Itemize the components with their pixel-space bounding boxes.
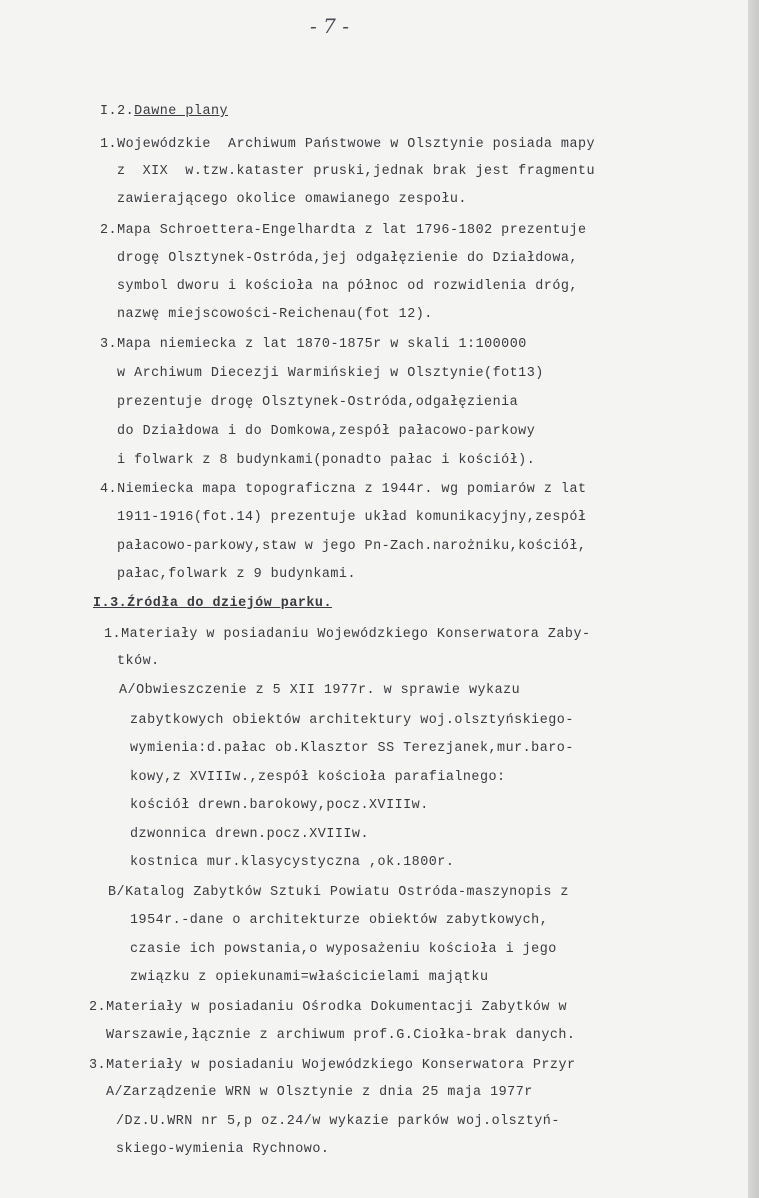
text-line: 3.Materiały w posiadaniu Wojewódzkiego Konserwatora Przyr xyxy=(89,1058,576,1073)
heading-title: Dawne plany xyxy=(134,104,229,119)
text-line: nazwę miejscowości-Reichenau(fot 12). xyxy=(117,307,433,322)
text-line: związku z opiekunami=właścicielami majątku xyxy=(130,970,489,985)
text-line: pałac,folwark z 9 budynkami. xyxy=(117,567,356,582)
text-line: do Działdowa i do Domkowa,zespół pałacowo-parkowy xyxy=(117,424,536,439)
heading-number: I.2. xyxy=(100,104,135,119)
section-heading-1-3: I.3.Źródła do dziejów parku. xyxy=(93,596,332,611)
text-line: A/Zarządzenie WRN w Olsztynie z dnia 25 maja 1977r xyxy=(106,1085,533,1100)
text-line: tków. xyxy=(117,654,160,669)
text-line: zawierającego okolice omawianego zespołu. xyxy=(117,192,467,207)
text-line: 2.Materiały w posiadaniu Ośrodka Dokumentacji Zabytków w xyxy=(89,1000,567,1015)
page-number: - 7 - xyxy=(310,14,349,38)
text-line: 3.Mapa niemiecka z lat 1870-1875r w skali 1:100000 xyxy=(100,337,527,352)
text-line: skiego-wymienia Rychnowo. xyxy=(116,1142,330,1157)
text-line: Warszawie,łącznie z archiwum prof.G.Ciołka-brak danych. xyxy=(106,1028,576,1043)
text-line: 1911-1916(fot.14) prezentuje układ komunikacyjny,zespół xyxy=(117,510,587,525)
text-line: kościół drewn.barokowy,pocz.XVIIIw. xyxy=(130,798,429,813)
text-line: 1.Materiały w posiadaniu Wojewódzkiego Konserwatora Zaby- xyxy=(104,627,591,642)
text-line: 4.Niemiecka mapa topograficzna z 1944r. wg pomiarów z lat xyxy=(100,482,587,497)
text-line: 1.Wojewódzkie Archiwum Państwowe w Olsztynie posiada mapy xyxy=(100,137,596,152)
text-line: drogę Olsztynek-Ostróda,jej odgałęzienie do Działdowa, xyxy=(117,251,578,266)
text-line: kostnica mur.klasycystyczna ,ok.1800r. xyxy=(130,855,455,870)
text-line: B/Katalog Zabytków Sztuki Powiatu Ostróda-maszynopis z xyxy=(108,885,569,900)
text-line: wymienia:d.pałac ob.Klasztor SS Terezjanek,mur.baro- xyxy=(130,741,574,756)
page-edge xyxy=(748,0,759,1198)
text-line: w Archiwum Diecezji Warmińskiej w Olsztynie(fot13) xyxy=(117,366,544,381)
section-heading-1-2 xyxy=(100,104,228,120)
text-line: /Dz.U.WRN nr 5,p oz.24/w wykazie parków woj.olsztyń- xyxy=(116,1114,560,1129)
text-line: dzwonnica drewn.pocz.XVIIIw. xyxy=(130,827,369,842)
text-line: prezentuje drogę Olsztynek-Ostróda,odgałęzienia xyxy=(117,395,519,410)
text-line: 2.Mapa Schroettera-Engelhardta z lat 1796-1802 prezentuje xyxy=(100,223,587,238)
text-line: pałacowo-parkowy,staw w jego Pn-Zach.narożniku,kościół, xyxy=(117,539,587,554)
text-line: A/Obwieszczenie z 5 XII 1977r. w sprawie wykazu xyxy=(119,683,521,698)
text-line: zabytkowych obiektów architektury woj.olsztyńskiego- xyxy=(130,713,574,728)
text-line: symbol dworu i kościoła na północ od rozwidlenia dróg, xyxy=(117,279,578,294)
text-line: i folwark z 8 budynkami(ponadto pałac i kościół). xyxy=(117,453,536,468)
text-line: czasie ich powstania,o wyposażeniu kościoła i jego xyxy=(130,942,557,957)
text-line: z XIX w.tzw.kataster pruski,jednak brak jest fragmentu xyxy=(117,164,595,179)
text-line: 1954r.-dane o architekturze obiektów zabytkowych, xyxy=(130,913,549,928)
text-line: kowy,z XVIIIw.,zespół kościoła parafialnego: xyxy=(130,770,506,785)
